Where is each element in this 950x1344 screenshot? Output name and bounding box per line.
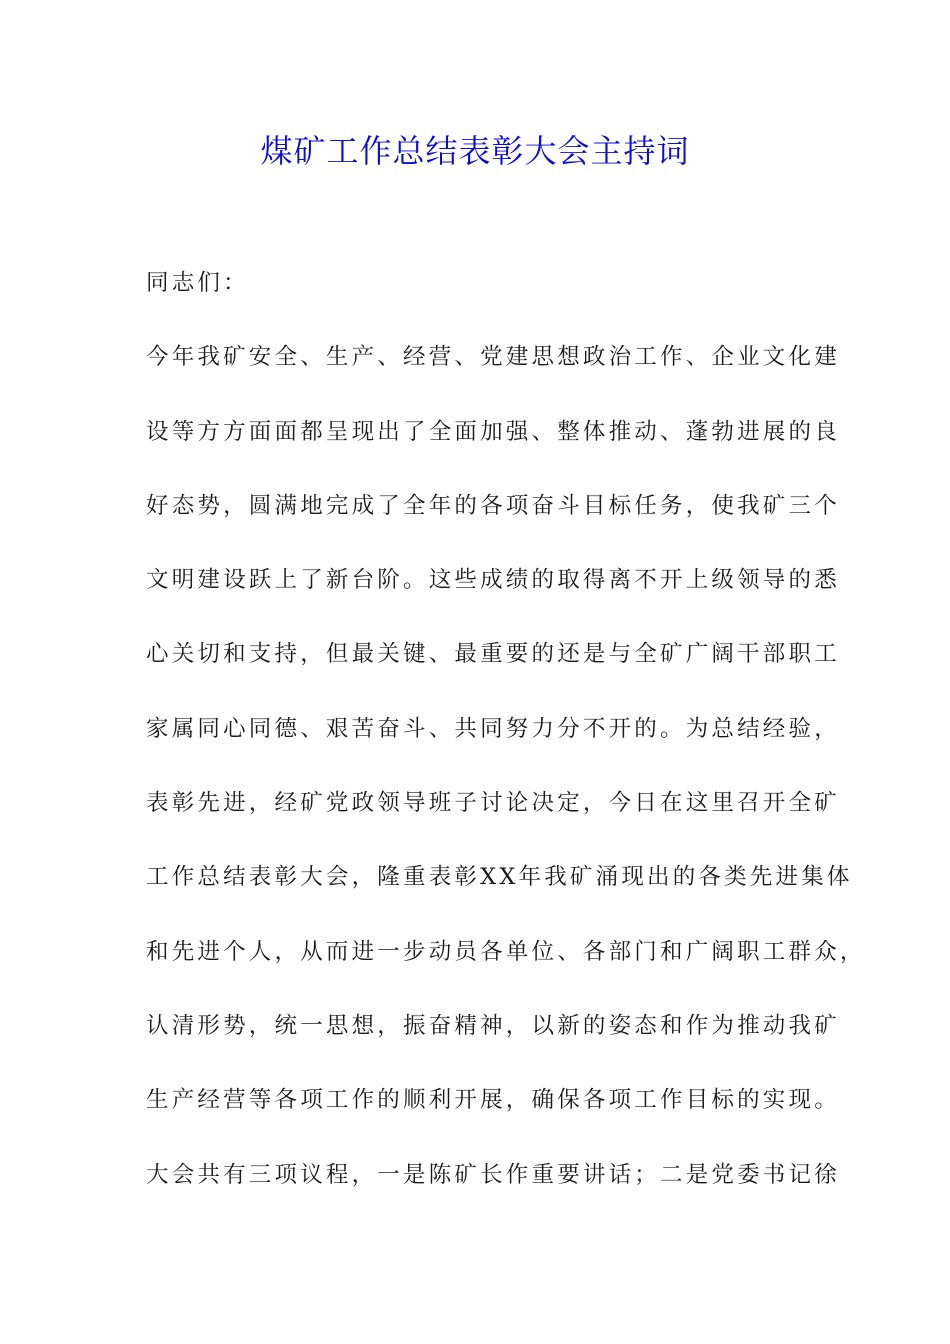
document-body [146,263,866,1229]
body-line: 表彰先进，经矿党政领导班子讨论决定，今日在这里召开全矿 [146,790,840,817]
body-line: 大会共有三项议程，一是陈矿长作重要讲话；二是党委书记徐 [146,1161,840,1188]
body-line: 和先进个人，从而进一步动员各单位、各部门和广阔职工群众， [146,938,866,965]
body-line: 家属同心同德、艰苦奋斗、共同努力分不开的。为总结经验， [146,715,840,742]
body-line: 生产经营等各项工作的顺利开展，确保各项工作目标的实现。 [146,1087,840,1114]
body-line: 今年我矿安全、生产、经营、党建思想政治工作、企业文化建 [146,344,840,371]
body-line: 好态势，圆满地完成了全年的各项奋斗目标任务，使我矿三个 [146,492,840,519]
body-line: 心关切和支持，但最关键、最重要的还是与全矿广阔干部职工 [146,641,840,668]
body-line: 设等方方面面都呈现出了全面加强、整体推动、蓬勃进展的良 [146,418,840,445]
body-line: 文明建设跃上了新台阶。这些成绩的取得离不开上级领导的悉 [146,567,840,594]
document-title: 煤矿工作总结表彰大会主持词 [260,132,690,170]
body-line: 工作总结表彰大会，隆重表彰XX年我矿涌现出的各类先进集体 [146,864,853,891]
body-line: 认清形势，统一思想，振奋精神，以新的姿态和作为推动我矿 [146,1012,840,1039]
salutation-line: 同志们： [146,270,249,296]
